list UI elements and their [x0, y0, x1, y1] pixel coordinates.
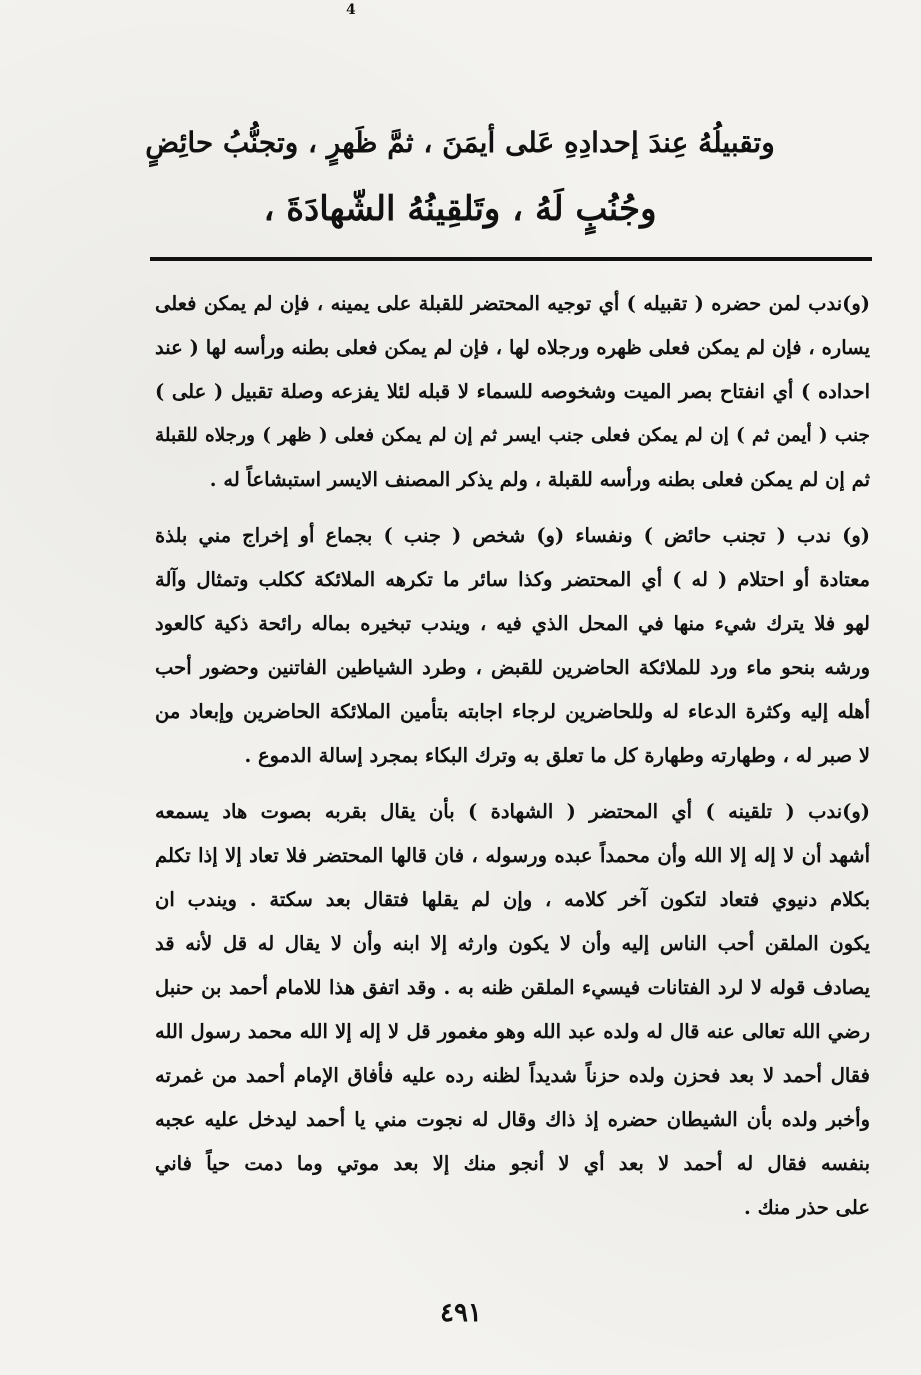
- top-mark: 4: [346, 2, 356, 18]
- commentary-line: بكلام دنيوي فتعاد لتكون آخر كلامه ، وإن لم يقلها فتقال بعد سكتة . ويندب ان: [155, 888, 870, 911]
- commentary-line: (و)ندب لمن حضره ( تقبيله ) أي توجيه المحتضر للقبلة على يمينه ، فإن لم يمكن فعلى: [155, 292, 870, 315]
- page-number: ٤٩١: [440, 1298, 482, 1328]
- commentary-line: معتادة أو احتلام ( له ) أي المحتضر وكذا سائر ما تكرهه الملائكة ككلب وتمثال وآلة: [155, 568, 870, 591]
- commentary-line: يساره ، فإن لم يمكن فعلى ظهره ورجلاه لها ، فإن لم يمكن فعلى بطنه ورأسه لها ( عند: [155, 336, 870, 359]
- separator-rule: [150, 257, 872, 261]
- commentary-line: (و) ندب ( تجنب حائض ) ونفساء (و) شخص ( جنب ) بجماع أو إخراج مني بلذة: [155, 524, 870, 547]
- commentary-line: فقال أحمد لا بعد فحزن ولده حزناً شديداً لظنه رده عليه فأفاق الإمام أحمد من غمرته: [155, 1064, 870, 1087]
- commentary-line: وأخبر ولده بأن الشيطان حضره إذ ذاك وقال له نجوت مني يا أحمد ليدخل عليه عجبه: [155, 1108, 870, 1131]
- commentary-line: ثم إن لم يمكن فعلى بطنه ورأسه للقبلة ، ولم يذكر المصنف الايسر استبشاعاً له .: [209, 468, 870, 491]
- commentary-text: [155, 282, 870, 1242]
- matn-line: وجُنُبٍ لَهُ ، وتَلقِينُهُ الشّهادَةَ ،: [263, 189, 657, 229]
- commentary-line: احداده ) أي انفتاح بصر الميت وشخوصه للسماء لا قبله لئلا يفزعه وصلة تقبيل ( على ): [155, 380, 870, 403]
- commentary-paragraph: [155, 790, 870, 1230]
- commentary-line: رضي الله تعالى عنه قال له ولده عبد الله وهو مغمور قل لا إله إلا الله محمد رسول الله: [155, 1020, 870, 1043]
- commentary-line: أهله إليه وكثرة الدعاء له وللحاضرين لرجاء اجابته بتأمين الملائكة الحاضرين وإبعاد من: [155, 700, 870, 723]
- commentary-line: يكون الملقن أحب الناس إليه وأن لا يكون وارثه إلا ابنه وأن لا يقال له قل لأنه قد: [155, 932, 870, 955]
- commentary-line: يصادف قوله لا لرد الفتانات فيسيء الملقن ظنه به . وقد اتفق هذا للامام أحمد بن حنبل: [155, 976, 870, 999]
- commentary-line: بنفسه فقال له أحمد لا بعد أي لا أنجو منك إلا بعد موتي وما دمت حياً فاني: [155, 1152, 870, 1175]
- commentary-line: أشهد أن لا إله إلا الله وأن محمداً عبده ورسوله ، فان قالها المحتضر فلا تعاد إلا إذا تكلم: [155, 844, 870, 867]
- commentary-paragraph: [155, 282, 870, 502]
- commentary-line: على حذر منك .: [744, 1196, 870, 1219]
- matn-text: [140, 110, 780, 242]
- commentary-paragraph: [155, 514, 870, 778]
- matn-line: وتقبيلُهُ عِندَ إحدادِهِ عَلى أيمَنَ ، ثمَّ ظَهرٍ ، وتجنُّبُ حائِضٍ: [145, 126, 775, 159]
- commentary-line: لهو فلا يترك شيء منها في المحل الذي فيه ، ويندب تبخيره بماله رائحة ذكية كالعود: [155, 612, 870, 635]
- commentary-line: جنب ( أيمن ثم ) إن لم يمكن فعلى جنب ايسر ثم إن لم يمكن فعلى ( ظهر ) ورجلاه للقبلة: [155, 425, 870, 446]
- commentary-line: ورشه بنحو ماء ورد للملائكة الحاضرين للقبض ، وطرد الشياطين الفاتنين وحضور أحب: [155, 656, 870, 679]
- commentary-line: (و)ندب ( تلقينه ) أي المحتضر ( الشهادة ) بأن يقال بقربه بصوت هاد يسمعه: [155, 800, 870, 823]
- commentary-line: لا صبر له ، وطهارته وطهارة كل ما تعلق به وترك البكاء بمجرد إسالة الدموع .: [244, 744, 870, 767]
